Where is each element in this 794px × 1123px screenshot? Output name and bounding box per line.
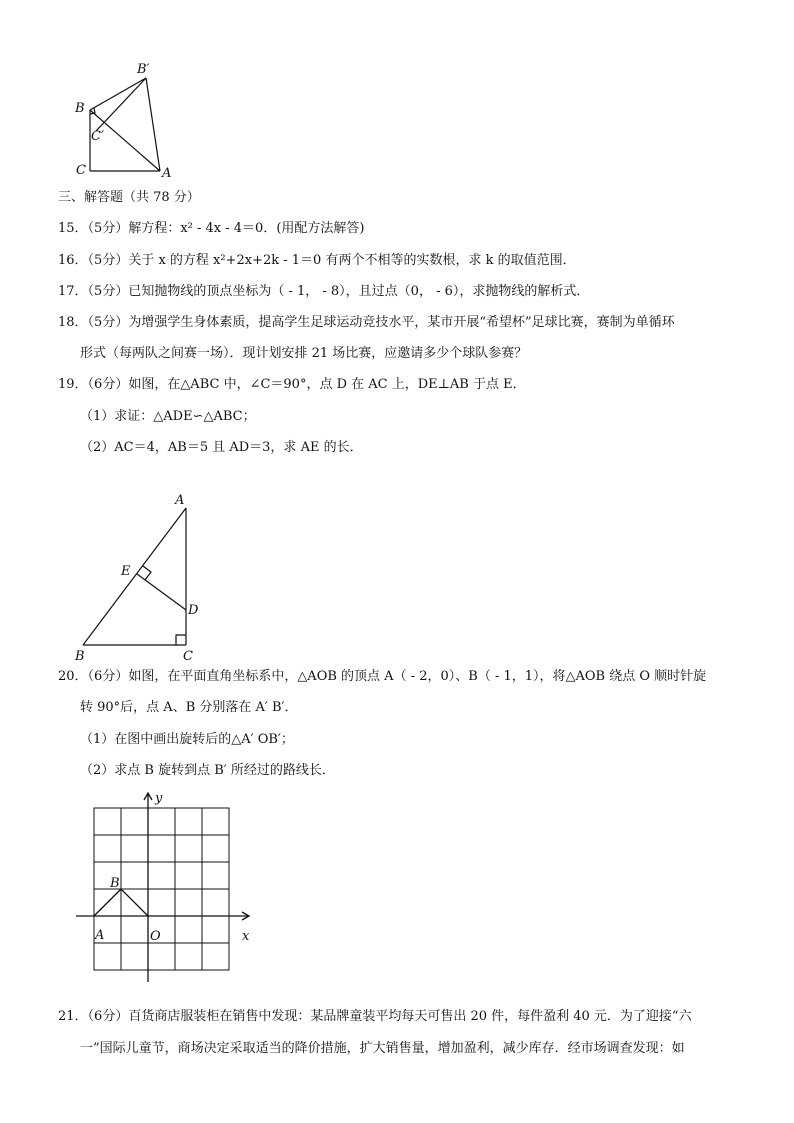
label-c-prime: C′ (91, 129, 104, 144)
label-c: C (76, 163, 86, 178)
label-e: E (121, 564, 131, 579)
figure-coordinate-grid (70, 788, 260, 986)
label-b: B (75, 649, 85, 664)
figure-rotated-triangle (70, 58, 180, 183)
problem-15: 15．（5分）解方程：x² - 4x - 4＝0．(用配方法解答) (58, 221, 365, 236)
figure-right-triangle-abc (70, 490, 210, 665)
problem-16: 16．（5分）关于 x 的方程 x²+2x+2k - 1＝0 有两个不相等的实数根，求 k 的取值范围． (58, 253, 576, 268)
problem-20-line1: 20．（6分）如图，在平面直角坐标系中，△AOB 的顶点 A（ - 2，0）、B（ - 1，1），将△AOB 绕点 O 顺时针旋 (58, 669, 707, 684)
label-a: A (95, 928, 105, 943)
label-x: x (242, 929, 250, 944)
problem-21-line1: 21．（6分）百货商店服装柜在销售中发现：某品牌童装平均每天可售出 20 件，每件盈利 40 元．为了迎接“六 (58, 1009, 692, 1024)
label-b: B (75, 101, 85, 116)
label-c: C (183, 649, 193, 664)
section-title: 三、解答题（共 78 分） (58, 190, 200, 205)
problem-17: 17．（5分）已知抛物线的顶点坐标为（ - 1， - 8），且过点（0， - 6），求抛物线的解析式． (58, 284, 590, 299)
problem-20-part2: （2）求点 B 旋转到点 B′ 所经过的路线长． (80, 763, 335, 778)
problem-20-part1: （1）在图中画出旋转后的△A′ OB′； (80, 732, 294, 747)
problem-19-part1: （1）求证：△ADE∽△ABC； (80, 409, 256, 424)
label-o: O (150, 929, 161, 944)
problem-18-line1: 18．（5分）为增强学生身体素质，提高学生足球运动竞技水平，某市开展“希望杯”足球比赛，赛制为单循环 (58, 315, 675, 330)
label-a: A (162, 166, 172, 181)
problem-20-line2: 转 90°后，点 A、B 分别落在 A′ B′． (80, 700, 298, 715)
problem-18-line2: 形式（每两队之间赛一场）．现计划安排 21 场比赛，应邀请多少个球队参赛？ (80, 346, 528, 361)
problem-21-line2: 一”国际儿童节，商场决定采取适当的降价措施，扩大销售量，增加盈利，减少库存．经市场调查发现：如 (80, 1041, 685, 1056)
problem-19-part2: （2）AC＝4，AB＝5 且 AD＝3，求 AE 的长． (80, 440, 363, 455)
label-b: B (110, 876, 120, 891)
problem-19: 19．（6分）如图，在△ABC 中，∠C＝90°，点 D 在 AC 上，DE⊥AB 于点 E． (58, 377, 526, 392)
label-d: D (188, 603, 199, 618)
label-y: y (155, 791, 163, 806)
label-b-prime: B′ (137, 62, 150, 77)
label-a: A (175, 493, 185, 508)
